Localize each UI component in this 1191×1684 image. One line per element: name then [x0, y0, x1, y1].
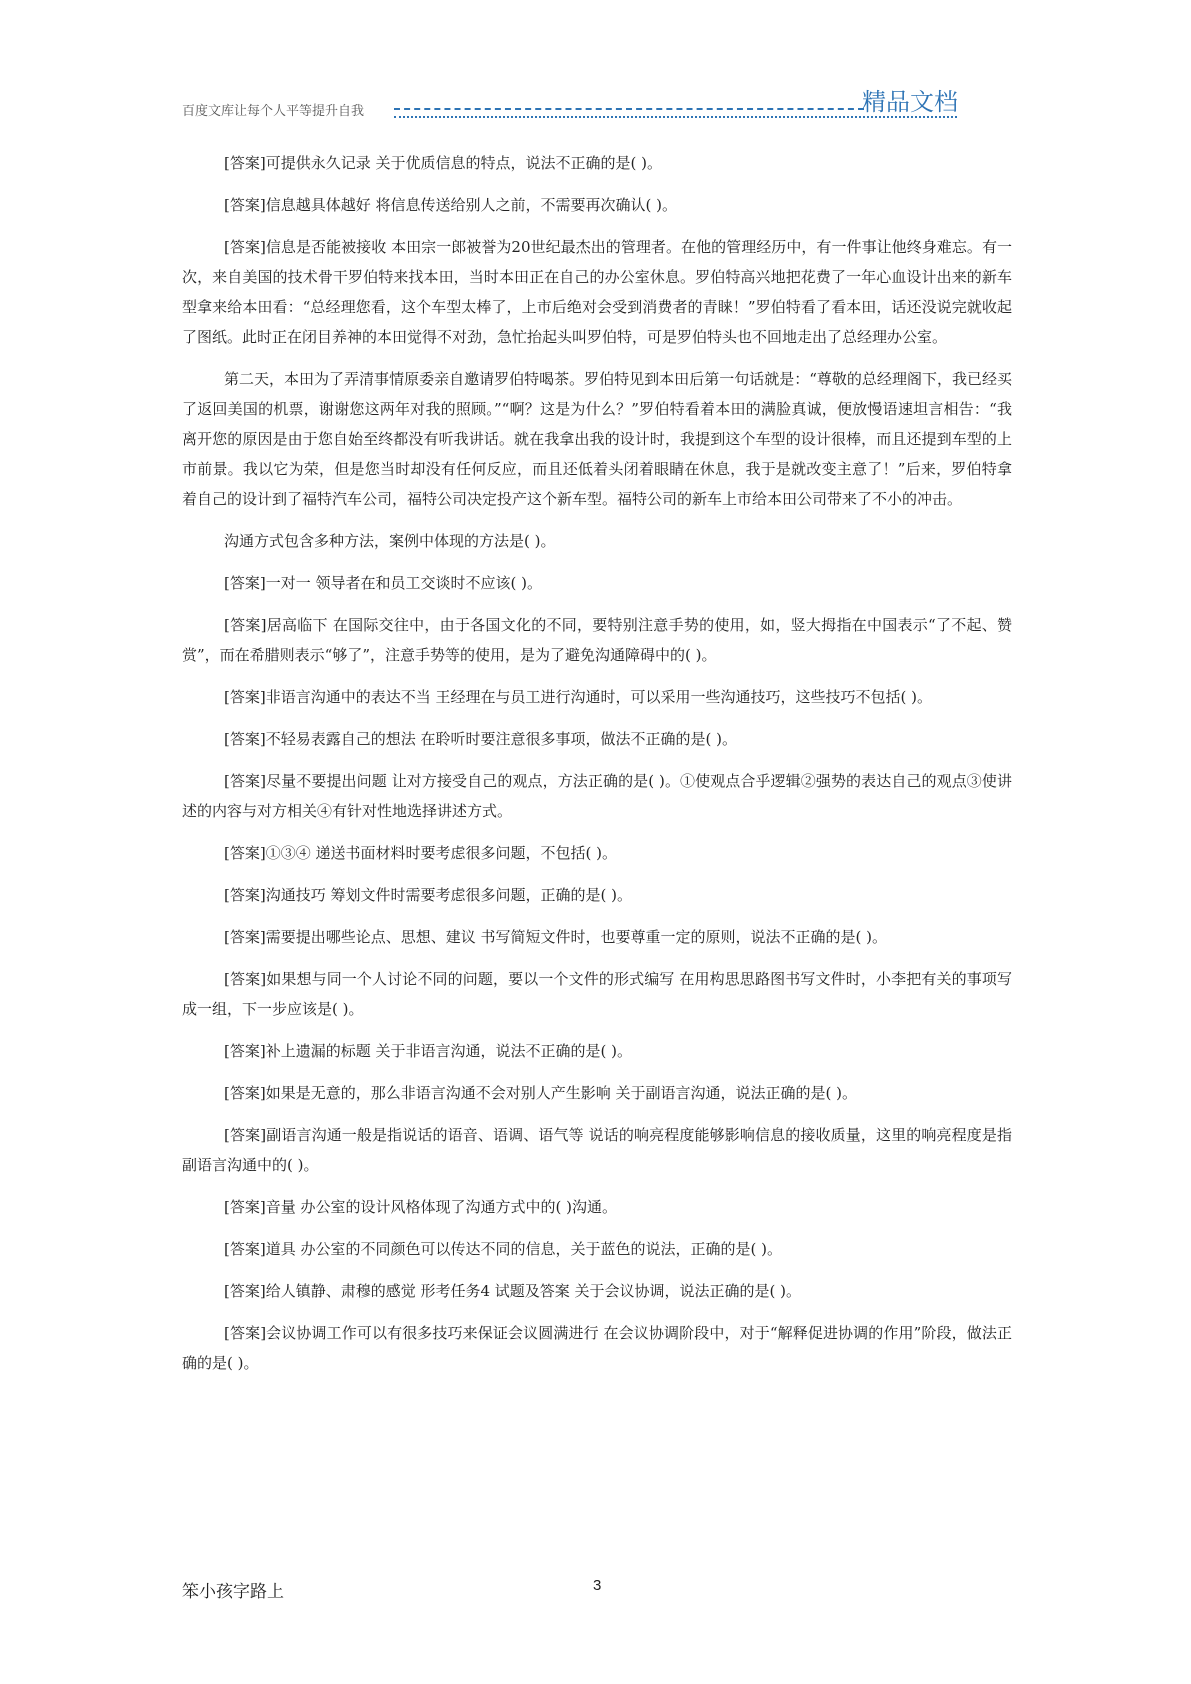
paragraph: [答案]副语言沟通一般是指说话的语音、语调、语气等 说话的响亮程度能够影响信息的接收质量，这里的响亮程度是指副语言沟通中的( )。 — [182, 1126, 1012, 1174]
page-number: 3 — [593, 1577, 602, 1594]
header-right-text: 精品文档 — [862, 88, 958, 116]
paragraph: 第二天，本田为了弄清事情原委亲自邀请罗伯特喝茶。罗伯特见到本田后第一句话就是：“尊敬的总经理阁下，我已经买了返回美国的机票，谢谢您这两年对我的照顾。”“啊？这是为什么？”罗伯特看着本田的满脸真诚，便放慢语速坦言相告：“我离开您的原因是由于您自始至终都没有听我讲话。就在我拿出我的设计时，我提到这个车型的设计很棒，而且还提到车型的上市前景。我以它为荣，但是您当时却没有任何反应，而且还低着头闭着眼睛在休息，我于是就改变主意了！”后来，罗伯特拿着自己的设计到了福特汽车公司，福特公司决定投产这个新车型。福特公司的新车上市给本田公司带来了不小的冲击。 — [182, 370, 1012, 508]
paragraph: [答案]居高临下 在国际交往中，由于各国文化的不同，要特别注意手势的使用，如，竖大拇指在中国表示“了不起、赞赏”，而在希腊则表示“够了”，注意手势等的使用，是为了避免沟通障碍中的( )。 — [182, 616, 1012, 664]
paragraph: 沟通方式包含多种方法，案例中体现的方法是( )。 — [224, 532, 556, 550]
paragraph: [答案]信息是否能被接收 本田宗一郎被誉为20世纪最杰出的管理者。在他的管理经历中，有一件事让他终身难忘。有一次，来自美国的技术骨干罗伯特来找本田，当时本田正在自己的办公室休息。罗伯特高兴地把花费了一年心血设计出来的新车型拿来给本田看：“总经理您看，这个车型太棒了，上市后绝对会受到消费者的青睐！”罗伯特看了看本田，话还没说完就收起了图纸。此时正在闭目养神的本田觉得不对劲，急忙抬起头叫罗伯特，可是罗伯特头也不回地走出了总经理办公室。 — [182, 238, 1012, 346]
paragraph: [答案]如果是无意的，那么非语言沟通不会对别人产生影响 关于副语言沟通，说法正确的是( )。 — [224, 1084, 857, 1102]
paragraph: [答案]会议协调工作可以有很多技巧来保证会议圆满进行 在会议协调阶段中，对于“解释促进协调的作用”阶段，做法正确的是( )。 — [182, 1324, 1012, 1372]
page-header — [182, 82, 957, 118]
paragraph: [答案]道具 办公室的不同颜色可以传达不同的信息，关于蓝色的说法，正确的是( )。 — [224, 1240, 782, 1258]
header-left-text: 百度文库让每个人平等提升自我 — [182, 104, 365, 119]
paragraph: [答案]①③④ 递送书面材料时要考虑很多问题，不包括( )。 — [224, 844, 617, 862]
paragraph: [答案]如果想与同一个人讨论不同的问题，要以一个文件的形式编写 在用构思思路图书写文件时，小李把有关的事项写成一组，下一步应该是( )。 — [182, 970, 1012, 1018]
paragraph: [答案]尽量不要提出问题 让对方接受自己的观点，方法正确的是( )。①使观点合乎逻辑②强势的表达自己的观点③使讲述的内容与对方相关④有针对性地选择讲述方式。 — [182, 772, 1012, 820]
paragraph: [答案]沟通技巧 筹划文件时需要考虑很多问题，正确的是( )。 — [224, 886, 632, 904]
header-dashed-rule — [394, 108, 864, 110]
paragraph: [答案]可提供永久记录 关于优质信息的特点，说法不正确的是( )。 — [224, 154, 662, 172]
paragraph: [答案]需要提出哪些论点、思想、建议 书写简短文件时，也要尊重一定的原则，说法不正确的是( )。 — [224, 928, 887, 946]
paragraph: [答案]音量 办公室的设计风格体现了沟通方式中的( )沟通。 — [224, 1198, 617, 1216]
paragraph: [答案]补上遗漏的标题 关于非语言沟通，说法不正确的是( )。 — [224, 1042, 632, 1060]
footer-text: 笨小孩字路上 — [182, 1582, 284, 1602]
paragraph: [答案]一对一 领导者在和员工交谈时不应该( )。 — [224, 574, 542, 592]
paragraph: [答案]给人镇静、肃穆的感觉 形考任务4 试题及答案 关于会议协调，说法正确的是( )。 — [224, 1282, 802, 1300]
paragraph: [答案]信息越具体越好 将信息传送给别人之前，不需要再次确认( )。 — [224, 196, 677, 214]
paragraph: [答案]不轻易表露自己的想法 在聆听时要注意很多事项，做法不正确的是( )。 — [224, 730, 737, 748]
header-dotted-rule — [394, 116, 957, 118]
paragraph: [答案]非语言沟通中的表达不当 王经理在与员工进行沟通时，可以采用一些沟通技巧，这些技巧不包括( )。 — [224, 688, 932, 706]
document-body — [182, 148, 1012, 1390]
